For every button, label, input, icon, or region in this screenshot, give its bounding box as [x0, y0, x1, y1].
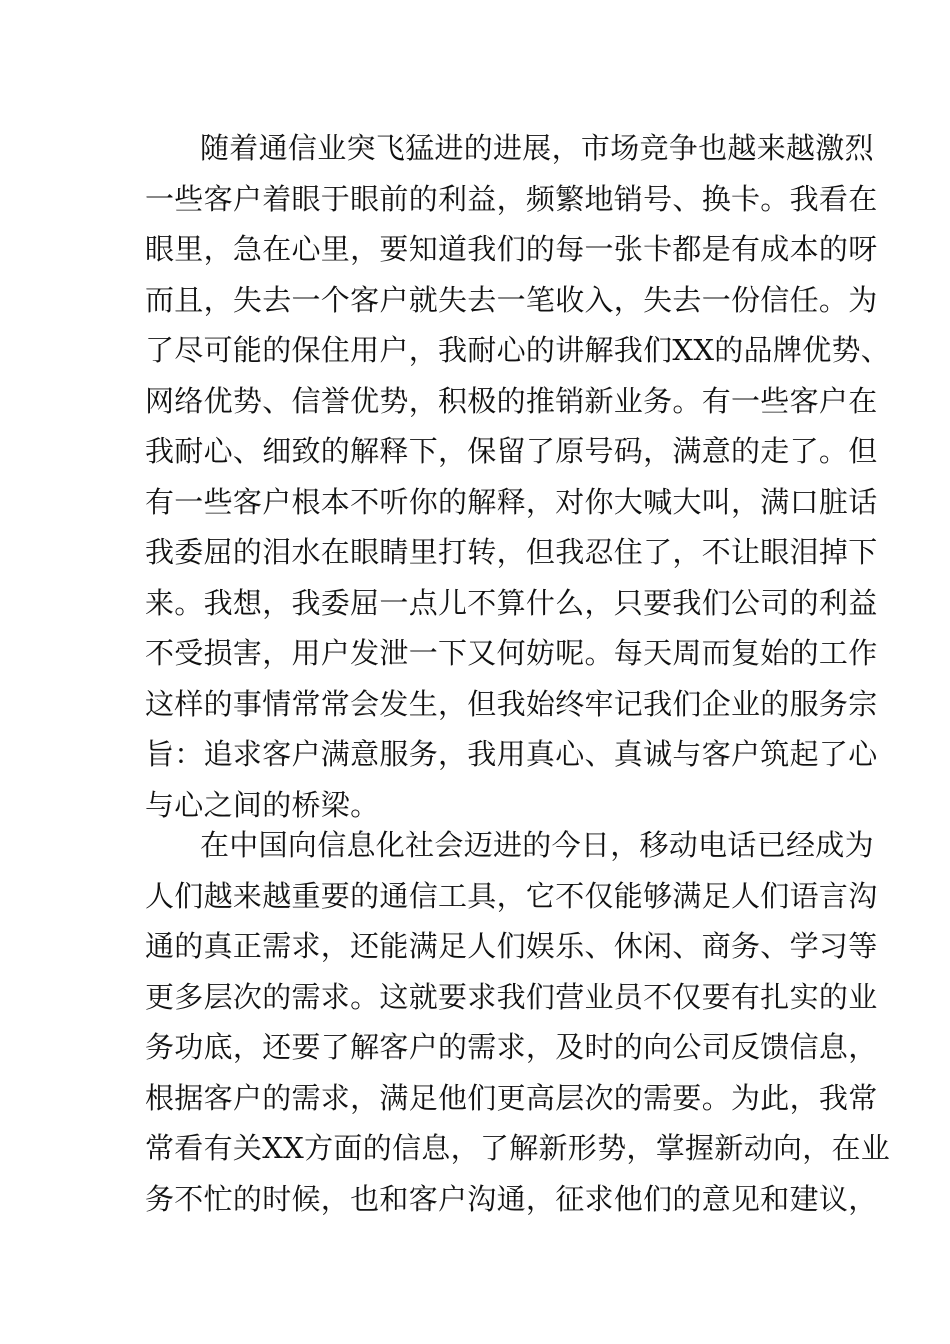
- paragraph-2-line-7: 常看有关XX方面的信息，了解新形势，掌握新动向，在业: [145, 1131, 891, 1165]
- paragraph-2-line-4: 更多层次的需求。这就要求我们营业员不仅要有扎实的业: [145, 980, 878, 1014]
- paragraph-1-line-7: 我耐心、细致的解释下，保留了原号码，满意的走了。但: [145, 434, 878, 468]
- paragraph-1-line-10: 来。我想，我委屈一点儿不算什么，只要我们公司的利益: [145, 586, 878, 620]
- paragraph-2-line-5: 务功底，还要了解客户的需求，及时的向公司反馈信息，: [145, 1030, 878, 1064]
- paragraph-1-line-6: 网络优势、信誉优势，积极的推销新业务。有一些客户在: [145, 384, 878, 418]
- paragraph-1-line-1: 随着通信业突飞猛进的进展，市场竞争也越来越激烈: [200, 131, 874, 165]
- paragraph-1-line-11: 不受损害，用户发泄一下又何妨呢。每天周而复始的工作: [145, 636, 878, 670]
- paragraph-1-line-2: 一些客户着眼于眼前的利益，频繁地销号、换卡。我看在: [145, 182, 878, 216]
- paragraph-1-line-9: 我委屈的泪水在眼睛里打转，但我忍住了，不让眼泪掉下: [145, 535, 878, 569]
- paragraph-2-line-3: 通的真正需求，还能满足人们娱乐、休闲、商务、学习等: [145, 929, 878, 963]
- paragraph-1-line-14: 与心之间的桥梁。: [145, 788, 380, 822]
- paragraph-1-line-5: 了尽可能的保住用户，我耐心的讲解我们XX的品牌优势、: [145, 333, 891, 367]
- paragraph-2-line-6: 根据客户的需求，满足他们更高层次的需要。为此，我常: [145, 1081, 878, 1115]
- paragraph-1-line-4: 而且，失去一个客户就失去一笔收入，失去一份信任。为: [145, 283, 878, 317]
- paragraph-2-line-1: 在中国向信息化社会迈进的今日，移动电话已经成为: [200, 828, 874, 862]
- paragraph-1-line-12: 这样的事情常常会发生，但我始终牢记我们企业的服务宗: [145, 687, 878, 721]
- paragraph-2-line-8: 务不忙的时候，也和客户沟通，征求他们的意见和建议，: [145, 1182, 878, 1216]
- paragraph-1-line-13: 旨：追求客户满意服务，我用真心、真诚与客户筑起了心: [145, 737, 878, 771]
- paragraph-2-line-2: 人们越来越重要的通信工具，它不仅能够满足人们语言沟: [145, 879, 878, 913]
- paragraph-1-line-8: 有一些客户根本不听你的解释，对你大喊大叫，满口脏话: [145, 485, 878, 519]
- paragraph-1-line-3: 眼里，急在心里，要知道我们的每一张卡都是有成本的呀: [145, 232, 878, 266]
